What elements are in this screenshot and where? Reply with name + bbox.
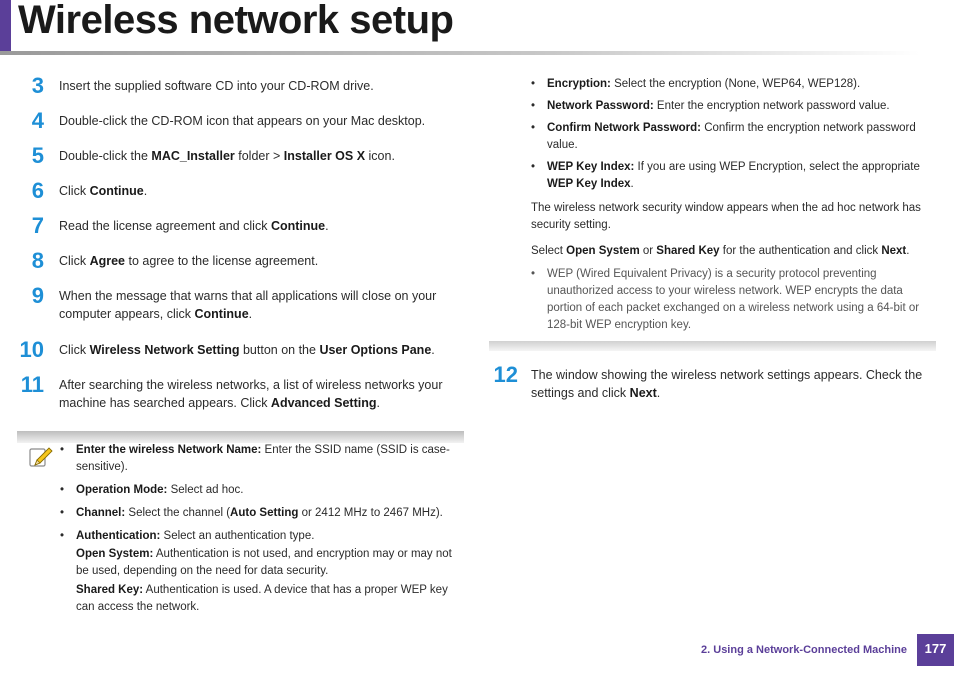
step-text: Click Continue. [59,184,148,198]
step-number: 7 [31,213,44,238]
note-list [60,442,462,622]
step-text: Double-click the CD-ROM icon that appears on your Mac desktop. [59,114,426,128]
section-divider [489,341,936,351]
step-text: After searching the wireless networks, a list of wireless networks your machine has searched appears. Click Advanced Setting. [59,378,443,410]
step-number: 9 [31,283,44,308]
step-text: Click Wireless Network Setting button on the User Options Pane. [59,343,435,357]
step-number: 8 [31,248,44,273]
step-number: 4 [31,108,44,133]
list-item: • Encryption: Select the encryption (None, WEP64, WEP128). [531,76,936,93]
list-item: • Operation Mode: Select ad hoc. [60,482,462,499]
step-text: Double-click the MAC_Installer folder > Installer OS X icon. [59,149,395,163]
step-text: Click Agree to agree to the license agreement. [59,254,319,268]
security-settings-list [531,76,936,199]
list-item: • Authentication: Select an authentication type. Open System: Authentication is not used, and encryption may or may not be used, depending on the need for data security. Shared Key: Authentication is used. A device that has a proper WEP key can access the network. [60,528,462,616]
footer-chapter: 2. Using a Network-Connected Machine [701,644,907,656]
sub-item-shared-key: Shared Key: Authentication is used. A device that has a proper WEP key can access the network. [76,584,448,613]
title-divider [0,51,920,55]
security-window-paragraph: The wireless network security window appears when the ad hoc network has security setting. [531,202,921,231]
sub-item-open-system: Open System: Authentication is not used, and encryption may or may not be used, depending on the need for data security. [76,548,452,577]
step-number: 10 [19,337,44,362]
list-item: • Channel: Select the channel (Auto Setting or 2412 MHz to 2467 MHz). [60,505,462,522]
note-pencil-icon [27,443,55,471]
step-text: Insert the supplied software CD into your CD-ROM drive. [59,79,374,93]
wep-note-list [531,266,936,340]
note-box [17,431,464,611]
step-number: 3 [31,73,44,98]
list-item: • WEP (Wired Equivalent Privacy) is a security protocol preventing unauthorized access to your wireless network. WEP encrypts the data portion of each packet exchanged on a wireless network using a 64-bit or 128-bit WEP encryption key. [531,266,936,334]
list-item: • WEP Key Index: If you are using WEP Encryption, select the appropriate WEP Key Index. [531,159,936,193]
title-accent-bar [0,0,11,52]
step-text: When the message that warns that all applications will close on your computer appears, click Continue. [59,289,437,321]
step-text: Read the license agreement and click Continue. [59,219,329,233]
step-number: 12 [493,362,518,387]
page-title: Wireless network setup [18,0,454,42]
list-item: • Confirm Network Password: Confirm the encryption network password value. [531,120,936,154]
step-text: The window showing the wireless network settings appears. Check the settings and click Next. [531,368,923,400]
step-number: 11 [20,372,44,397]
step-number: 5 [31,143,44,168]
list-item: • Enter the wireless Network Name: Enter the SSID name (SSID is case-sensitive). [60,442,462,476]
list-item: • Network Password: Enter the encryption network password value. [531,98,936,115]
authentication-paragraph: Select Open System or Shared Key for the authentication and click Next. [531,245,910,257]
page-number: 177 [917,634,954,666]
step-number: 6 [31,178,44,203]
